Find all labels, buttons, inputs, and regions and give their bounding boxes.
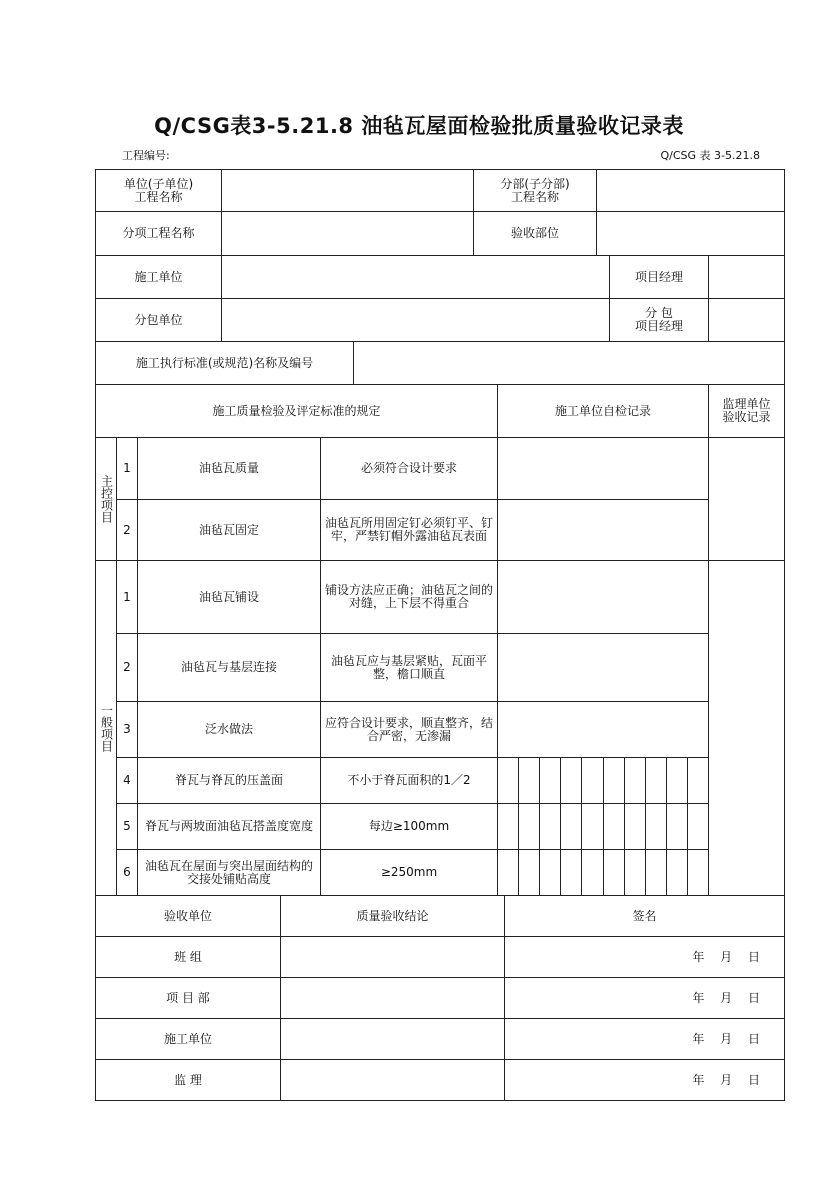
item-name: 脊瓦与脊瓦的压盖面 — [137, 757, 321, 804]
measurement-cell[interactable] — [687, 757, 709, 804]
construction-unit-field[interactable] — [221, 255, 610, 299]
measurement-cell[interactable] — [603, 803, 625, 850]
acceptance-part-label: 验收部位 — [473, 211, 597, 256]
construction-unit-label: 施工单位 — [95, 255, 222, 299]
unit-project-name-label: 单位(子单位) 工程名称 — [95, 169, 222, 212]
conclusion-field[interactable] — [280, 936, 505, 978]
general-items-category: 一般项目 — [95, 560, 117, 896]
form-code: Q/CSG 表 3-5.21.8 — [660, 149, 760, 162]
acceptance-unit-label: 监 理 — [95, 1059, 281, 1101]
main-items-supervision-field[interactable] — [708, 437, 785, 561]
self-check-field[interactable] — [497, 499, 709, 561]
subitem-project-name-label: 分项工程名称 — [95, 211, 222, 256]
form-title: Q/CSG表3-5.21.8 油毡瓦屋面检验批质量验收记录表 — [154, 114, 684, 138]
acceptance-unit-label: 项 目 部 — [95, 977, 281, 1019]
measurement-cell[interactable] — [518, 757, 540, 804]
item-name: 油毡瓦质量 — [137, 437, 321, 500]
item-name: 油毡瓦铺设 — [137, 560, 321, 634]
item-number: 6 — [116, 849, 138, 896]
item-name: 油毡瓦固定 — [137, 499, 321, 561]
measurement-cell[interactable] — [624, 803, 646, 850]
standard-name-label: 施工执行标准(或规范)名称及编号 — [95, 341, 354, 385]
supervision-column-header: 监理单位 验收记录 — [708, 384, 785, 438]
item-standard: 铺设方法应正确；油毡瓦之间的对缝，上下层不得重合 — [320, 560, 498, 634]
self-check-column-header: 施工单位自检记录 — [497, 384, 709, 438]
measurement-cell[interactable] — [581, 757, 604, 804]
self-check-field[interactable] — [497, 437, 709, 500]
acceptance-unit-label: 班 组 — [95, 936, 281, 978]
measurement-cell[interactable] — [645, 803, 667, 850]
measurement-cell[interactable] — [539, 757, 561, 804]
project-manager-field[interactable] — [708, 255, 785, 299]
measurement-cell[interactable] — [687, 803, 709, 850]
acceptance-unit-label: 施工单位 — [95, 1018, 281, 1060]
standard-name-field[interactable] — [353, 341, 785, 385]
subcontract-unit-field[interactable] — [221, 298, 610, 342]
conclusion-field[interactable] — [280, 1018, 505, 1060]
item-number: 3 — [116, 701, 138, 758]
self-check-field[interactable] — [497, 560, 709, 634]
measurement-cell[interactable] — [687, 849, 709, 896]
measurement-cell[interactable] — [666, 849, 688, 896]
item-standard: 必须符合设计要求 — [320, 437, 498, 500]
measurement-cell[interactable] — [581, 803, 604, 850]
division-project-name-label: 分部(子分部) 工程名称 — [473, 169, 597, 212]
project-manager-label: 项目经理 — [609, 255, 709, 299]
item-standard: 不小于脊瓦面积的1／2 — [320, 757, 498, 804]
item-name: 泛水做法 — [137, 701, 321, 758]
measurement-cell[interactable] — [624, 849, 646, 896]
signature-date[interactable]: 年 月 日 — [504, 936, 785, 978]
item-name: 脊瓦与两坡面油毡瓦搭盖度宽度 — [137, 803, 321, 850]
conclusion-header: 质量验收结论 — [280, 895, 505, 937]
item-number: 1 — [116, 560, 138, 634]
self-check-field[interactable] — [497, 701, 709, 758]
item-standard: 油毡瓦应与基层紧贴，瓦面平整，檐口顺直 — [320, 633, 498, 702]
measurement-cell[interactable] — [666, 757, 688, 804]
measurement-cell[interactable] — [645, 849, 667, 896]
item-number: 5 — [116, 803, 138, 850]
project-number-label: 工程编号: — [122, 149, 170, 162]
measurement-cell[interactable] — [666, 803, 688, 850]
item-number: 2 — [116, 633, 138, 702]
measurement-cell[interactable] — [603, 757, 625, 804]
item-standard: 应符合设计要求，顺直整齐，结合严密，无渗漏 — [320, 701, 498, 758]
item-name: 油毡瓦与基层连接 — [137, 633, 321, 702]
self-check-field[interactable] — [497, 633, 709, 702]
item-standard: 油毡瓦所用固定钉必须钉平、钉牢，严禁钉帽外露油毡瓦表面 — [320, 499, 498, 561]
signature-date[interactable]: 年 月 日 — [504, 1059, 785, 1101]
measurement-cell[interactable] — [560, 757, 582, 804]
signature-date[interactable]: 年 月 日 — [504, 977, 785, 1019]
acceptance-unit-header: 验收单位 — [95, 895, 281, 937]
subitem-project-name-field[interactable] — [221, 211, 474, 256]
conclusion-field[interactable] — [280, 1059, 505, 1101]
measurement-cell[interactable] — [581, 849, 604, 896]
measurement-cell[interactable] — [624, 757, 646, 804]
measurement-cell[interactable] — [539, 849, 561, 896]
measurement-cell[interactable] — [497, 849, 519, 896]
measurement-cell[interactable] — [518, 803, 540, 850]
general-items-supervision-field[interactable] — [708, 560, 785, 896]
measurement-cell[interactable] — [603, 849, 625, 896]
item-number: 2 — [116, 499, 138, 561]
division-project-name-field[interactable] — [596, 169, 785, 212]
item-number: 4 — [116, 757, 138, 804]
acceptance-part-field[interactable] — [596, 211, 785, 256]
spec-column-header: 施工质量检验及评定标准的规定 — [95, 384, 498, 438]
measurement-cell[interactable] — [497, 803, 519, 850]
measurement-cell[interactable] — [539, 803, 561, 850]
subcontract-unit-label: 分包单位 — [95, 298, 222, 342]
item-number: 1 — [116, 437, 138, 500]
signature-date[interactable]: 年 月 日 — [504, 1018, 785, 1060]
subcontract-manager-field[interactable] — [708, 298, 785, 342]
measurement-cell[interactable] — [645, 757, 667, 804]
item-name: 油毡瓦在屋面与突出屋面结构的交接处铺贴高度 — [137, 849, 321, 896]
signature-header: 签名 — [504, 895, 785, 937]
item-standard: 每边≥100mm — [320, 803, 498, 850]
measurement-cell[interactable] — [518, 849, 540, 896]
main-items-category: 主控项目 — [95, 437, 117, 561]
measurement-cell[interactable] — [560, 803, 582, 850]
subcontract-manager-label: 分 包 项目经理 — [609, 298, 709, 342]
item-standard: ≥250mm — [320, 849, 498, 896]
conclusion-field[interactable] — [280, 977, 505, 1019]
measurement-cell[interactable] — [497, 757, 519, 804]
measurement-cell[interactable] — [560, 849, 582, 896]
unit-project-name-field[interactable] — [221, 169, 474, 212]
